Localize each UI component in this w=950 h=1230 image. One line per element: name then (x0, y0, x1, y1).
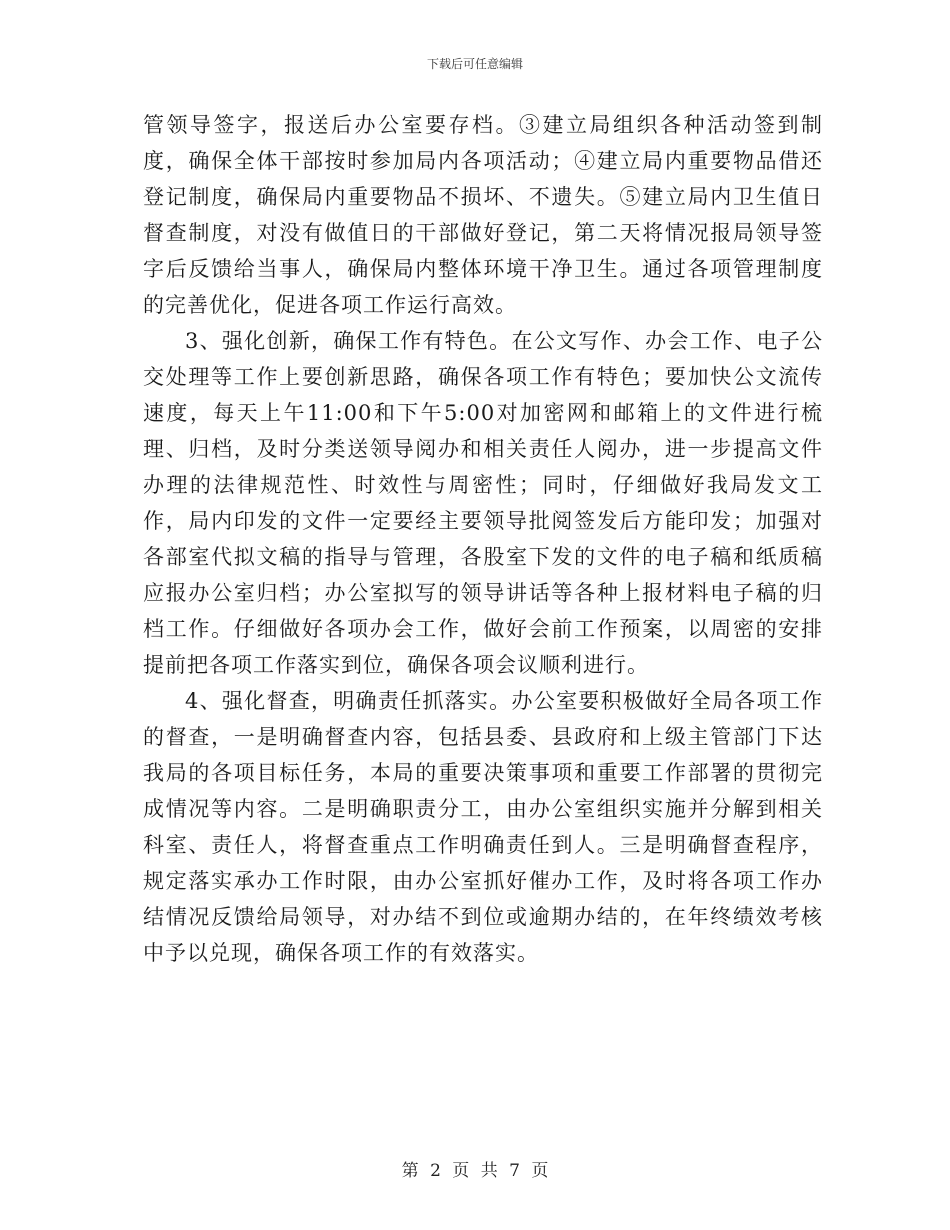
paragraph-1: 管领导签字，报送后办公室要存档。③建立局组织各种活动签到制度，确保全体干部按时参加局内各项活动；④建立局内重要物品借还登记制度，确保局内重要物品不损坏、不遗失。⑤建立局内卫生值日督查制度，对没有做值日的干部做好登记，第二天将情况报局领导签字后反馈给当事人，确保局内整体环境干净卫生。通过各项管理制度的完善优化，促进各项工作运行高效。 (143, 113, 823, 317)
page-header: 下载后可任意编辑 (426, 57, 523, 71)
paragraph-2: 3、强化创新，确保工作有特色。在公文写作、办会工作、电子公交处理等工作上要创新思路，确保各项工作有特色；要加快公文流传速度，每天上午11:00和下午5:00对加密网和邮箱上的文件进行梳理、归档，及时分类送领导阅办和相关责任人阅办，进一步提高文件办理的法律规范性、时效性与周密性；同时，仔细做好我局发文工作，局内印发的文件一定要经主要领导批阅签发后方能印发；加强对各部室代拟文稿的指导与管理，各股室下发的文件的电子稿和纸质稿应报办公室归档；办公室拟写的领导讲话等各种上报材料电子稿的归档工作。仔细做好各项办会工作，做好会前工作预案，以周密的安排提前把各项工作落实到位，确保各项会议顺利进行。 (143, 329, 823, 677)
page-number-footer: 第 2 页 共 7 页 (401, 1161, 549, 1181)
paragraph-3: 4、强化督查，明确责任抓落实。办公室要积极做好全局各项工作的督查，一是明确督查内容，包括县委、县政府和上级主管部门下达我局的各项目标任务，本局的重要决策事项和重要工作部署的贯彻完成情况等内容。二是明确职责分工，由办公室组织实施并分解到相关科室、责任人，将督查重点工作明确责任到人。三是明确督查程序，规定落实承办工作时限，由办公室抓好催办工作，及时将各项工作办结情况反馈给局领导，对办结不到位或逾期办结的，在年终绩效考核中予以兑现，确保各项工作的有效落实。 (143, 689, 823, 965)
document-body (143, 107, 823, 971)
